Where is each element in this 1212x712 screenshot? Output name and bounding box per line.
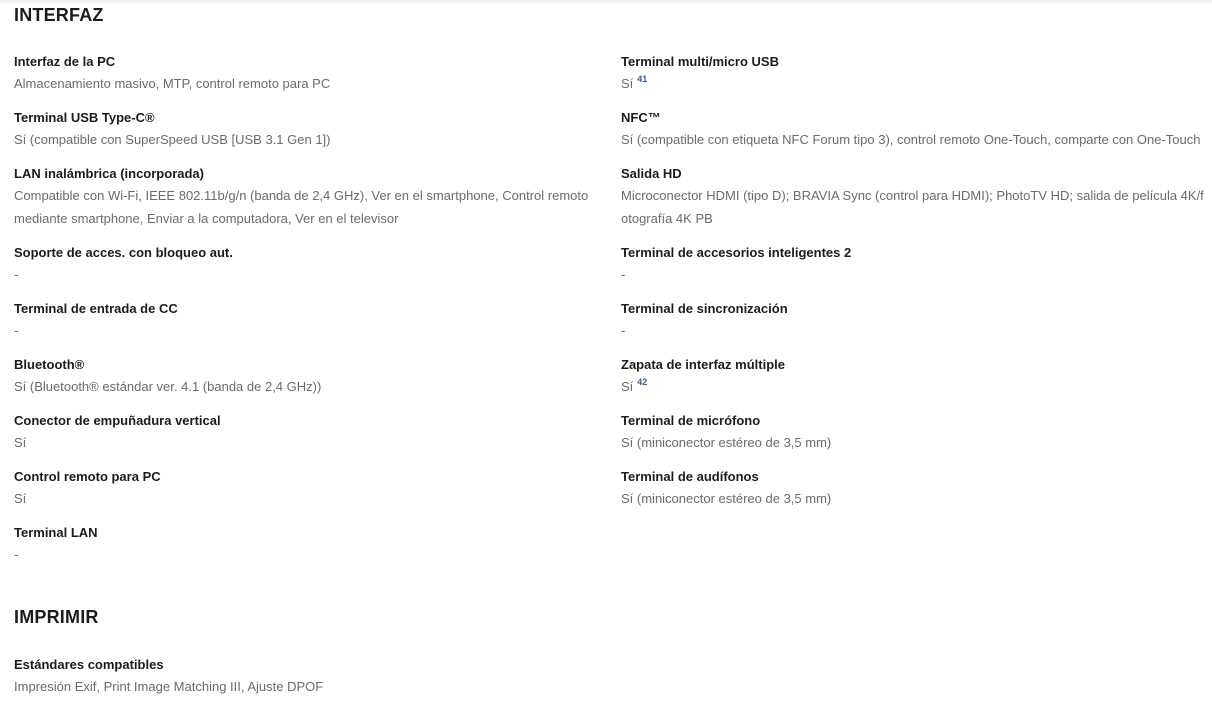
spec-item [621,53,1205,95]
spec-value: Sí [14,491,27,506]
spec-label: Terminal de sincronización [621,301,788,316]
spec-value: - [621,267,626,282]
spec-item [14,300,598,342]
spec-column-left [14,53,598,580]
spec-value: Sí (compatible con etiqueta NFC Forum tipo 3), control remoto One-Touch, comparte con One-Touch [621,132,1201,147]
spec-item [621,468,1205,510]
spec-value: Impresión Exif, Print Image Matching III, Ajuste DPOF [14,679,324,694]
spec-label: Terminal USB Type-C® [14,110,155,125]
section-title-interfaz: INTERFAZ [14,5,104,25]
spec-item [14,412,598,454]
section-title-imprimir: IMPRIMIR [14,607,99,627]
spec-column-right [621,53,1205,524]
spec-value: Sí [14,435,27,450]
spec-label: Conector de empuñadura vertical [14,413,221,428]
spec-item [14,656,598,698]
spec-item [14,53,598,95]
spec-value-wrapper [621,375,1205,398]
spec-item [621,356,1205,398]
spec-item [621,244,1205,286]
spec-value: - [14,323,19,338]
spec-value-wrapper [621,72,1205,95]
spec-label: Terminal de audífonos [621,469,759,484]
spec-item [14,109,598,151]
spec-label: Zapata de interfaz múltiple [621,357,785,372]
spec-value: Sí (miniconector estéreo de 3,5 mm) [621,435,832,450]
spec-value: Sí (compatible con SuperSpeed USB [USB 3.1 Gen 1]) [14,132,331,147]
spec-value: Sí [621,379,634,394]
header-shadow [0,0,1212,4]
spec-item [621,165,1205,230]
spec-column-print [14,656,598,712]
spec-item [14,244,598,286]
spec-item [14,524,598,566]
spec-item [14,468,598,510]
spec-value: Sí [621,76,634,91]
spec-label: Terminal de entrada de CC [14,301,178,316]
spec-item [621,300,1205,342]
spec-label: Estándares compatibles [14,657,164,672]
spec-label: Terminal de micrófono [621,413,761,428]
spec-value: Sí (miniconector estéreo de 3,5 mm) [621,491,832,506]
spec-item [621,412,1205,454]
spec-label: Bluetooth® [14,357,85,372]
spec-value: Almacenamiento masivo, MTP, control remoto para PC [14,76,331,91]
spec-value: Sí (Bluetooth® estándar ver. 4.1 (banda de 2,4 GHz)) [14,379,322,394]
spec-value: - [621,323,626,338]
spec-label: Terminal LAN [14,525,98,540]
spec-label: LAN inalámbrica (incorporada) [14,166,204,181]
spec-label: Terminal de accesorios inteligentes 2 [621,245,852,260]
spec-label: Control remoto para PC [14,469,161,484]
spec-item [14,165,598,230]
spec-label: NFC™ [621,110,661,125]
spec-label: Soporte de acces. con bloqueo aut. [14,245,233,260]
footnote-link[interactable]: 41 [637,74,648,84]
footnote-link[interactable]: 42 [637,377,648,387]
spec-item [14,356,598,398]
spec-value: - [14,267,19,282]
spec-value: Microconector HDMI (tipo D); BRAVIA Sync (control para HDMI); PhotoTV HD; salida de película 4K/fotografía 4K PB [621,188,1204,226]
spec-label: Interfaz de la PC [14,54,116,69]
spec-value: - [14,547,19,562]
spec-item [621,109,1205,151]
spec-value: Compatible con Wi-Fi, IEEE 802.11b/g/n (banda de 2,4 GHz), Ver en el smartphone, Control remoto mediante smartphone, Enviar a la computadora, Ver en el televisor [14,188,589,226]
spec-label: Terminal multi/micro USB [621,54,779,69]
spec-label: Salida HD [621,166,682,181]
